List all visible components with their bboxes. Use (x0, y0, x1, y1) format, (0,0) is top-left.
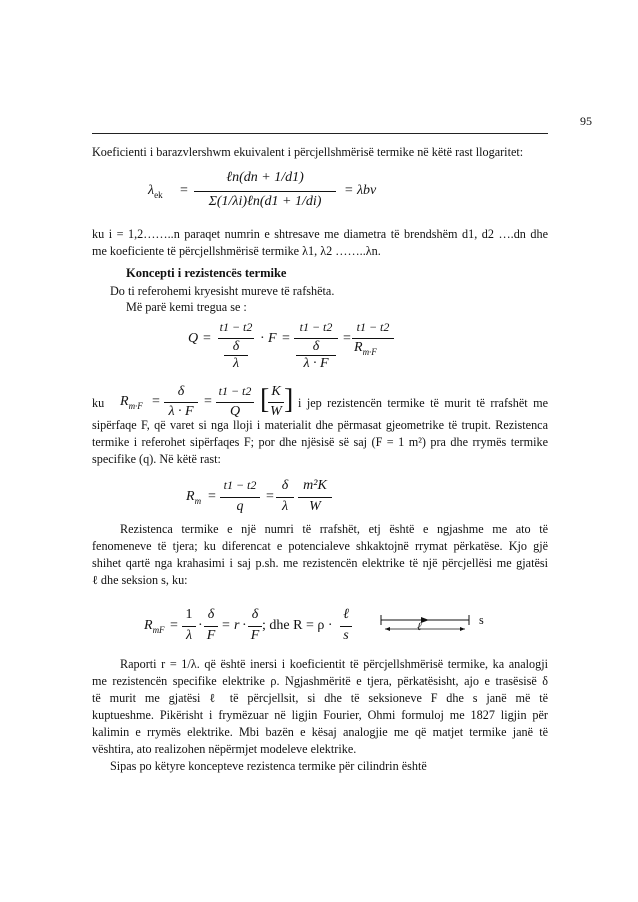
conductor-section-label: s (479, 613, 484, 627)
ku-K: K (271, 384, 281, 399)
text-line: kuptueshme. Pikërisht i frymëzuar në ligjin Fourier, Ohmi formuloj me 1827 ligjin për (92, 708, 548, 722)
text-line: kalimin e rrymës elektrike. Mbi bazën e kësaj analogjie me që matjet termike janë të (92, 725, 548, 739)
eq3-lhs: R (186, 489, 195, 504)
paragraph-resistance (92, 417, 548, 468)
ku-W: W (270, 404, 282, 419)
text-line: Do ti referohemi kryesisht mureve të rafshëta. (110, 284, 335, 298)
conductor-length-label: ℓ (417, 621, 422, 633)
ku-prefix: ku (92, 396, 105, 410)
ku-R-sub: m·F (128, 400, 143, 411)
text-line: sipërfaqe F, që varet si nga lloji i materialit dhe përmasat gjeometrike të trupit. Rezistenca (92, 418, 548, 432)
text-line: Raporti r = 1/λ. që është inersi i koeficientit të përcjellshmërisë termike, ka analogji (120, 657, 548, 671)
eq4-delta1: δ (207, 607, 215, 622)
ku-t: t1 − t2 (218, 384, 252, 398)
eq2-lambdaF: λ · F (303, 356, 329, 371)
text-line: ku i = 1,2……..n paraqet numrin e shtresave me diametra të brendshëm d1, d2 ….dn dhe (92, 227, 548, 241)
text-line: Rezistenca termike e një numri të rrafshët, etj është e ngjashme me ato të (120, 522, 548, 536)
header-rule (92, 133, 548, 134)
eq2-delta2: δ (312, 339, 320, 354)
conductor-drawing (375, 612, 495, 638)
eq3-lambda: λ (281, 499, 289, 514)
paragraph-analogy (92, 521, 548, 589)
eq2-delta1: δ (232, 339, 240, 354)
eq1-lhs-sub: ek (154, 189, 163, 200)
ku-Q: Q (229, 404, 241, 419)
conductor-diagram (375, 612, 495, 638)
eq4-lhs-sub: mF (152, 624, 165, 635)
section-heading: Koncepti i rezistencës termike (126, 266, 287, 280)
equation-heat-flow-part3 (350, 318, 410, 358)
text-line: me rezistencën specifike elektrike ρ. Ngjashmëritë e tjera, përkatësisht, ajo e trasësisë δ (92, 674, 548, 688)
eq4-one: 1 (185, 607, 193, 622)
eq1-denominator: Σ(1/λi)ℓn(d1 + 1/di) (208, 194, 322, 209)
eq3-lhs-sub: m (194, 495, 202, 506)
text-line: të murit me gjatësi ℓ të përcjellsit, si dhe të seksioneve F dhe s janë më të (92, 691, 548, 705)
eq2-num1: t1 − t2 (219, 320, 253, 334)
eq4-s: s (343, 628, 349, 643)
eq2-num2: t1 − t2 (299, 320, 333, 334)
equation-specific-resistance: $R_m$ = t1 − t2 q = δ λ m²K W (186, 478, 336, 522)
eq2-lambda1: λ (232, 356, 240, 371)
eq2-R: R (354, 340, 363, 355)
ku-delta: δ (177, 384, 185, 399)
equation-heat-flow: Q = t1 − t2 δ λ · F = t1 − t2 δ λ · F = (188, 320, 351, 371)
text-line: ℓ dhe seksion s, ku: (92, 573, 188, 587)
equation-resistance-definition: $R_{m\cdot F}$ = δ λ · F = t1 − t2 Q [ (120, 384, 270, 419)
eq1-rhs: = λbv (344, 183, 377, 198)
eq2-R-sub: m·F (362, 346, 377, 357)
eq2-num3: t1 − t2 (356, 320, 390, 334)
ku-lambdaF: λ · F (168, 404, 194, 419)
eq4-dhe: ; dhe R = ρ · (262, 618, 333, 633)
eq2-lhs: Q (188, 331, 199, 346)
units-bracket: K W ] (268, 384, 292, 424)
intro-line: Koeficienti i barazvlershwm ekuivalent i përcjellshmërisë termike në këtë rast llogaritet: (92, 145, 524, 159)
eq4-F1: F (206, 628, 216, 643)
page-number: 95 (580, 114, 592, 128)
paragraph-ratio (92, 656, 548, 758)
eq4-ell: ℓ (343, 607, 349, 622)
text-line: fenomeneve të tjera; ku diferencat e potencialeve shkaktojnë rrymat përkatëse. Kjo gjë (92, 539, 548, 553)
eq4-lambda: λ (185, 628, 193, 643)
eq3-units-num: m²K (303, 478, 327, 493)
equation-electric-analogy: $R_{mF}$ = 1 λ · δ F = r · δ F ; dhe R = ρ · ℓ s (144, 607, 344, 651)
eq4-lhs: R (144, 618, 153, 633)
text-line: Sipas po këtyre koncepteve rezistenca termike për cilindrin është (110, 759, 427, 773)
eq4-F2: F (250, 628, 260, 643)
eq3-t: t1 − t2 (223, 478, 257, 492)
text-line: Më parë kemi tregua se : (126, 300, 247, 314)
eq3-q: q (236, 499, 244, 514)
eq3-units-den: W (309, 499, 321, 514)
eq4-r: r (234, 618, 240, 633)
eq1-numerator: ℓn(dn + 1/d1) (226, 170, 304, 185)
eq2-F: F (268, 331, 277, 346)
eq1-lhs: λ (148, 183, 155, 198)
text-line: vështira, ato realizohen nëpërmjet modeleve elektrike. (92, 742, 357, 756)
eq3-delta: δ (281, 478, 289, 493)
text-line: specifike (q). Në këtë rast: (92, 452, 221, 466)
text-line: termike i referohet sipërfaqes F; por dhe njësisë së saj (F = 1 m²) pra dhe rrymës termike (92, 435, 548, 449)
equation-equivalent-conductivity: $\lambda_{ek}$ = ℓn(dn + 1/d1) Σ(1/λi)ℓn(d1 + 1/di) = λbv (148, 170, 377, 209)
ku-text: i jep rezistencën termike të murit të rrafshët me (298, 396, 548, 410)
paragraph-indices (92, 226, 548, 260)
text-line: shihet qartë nga krahasimi i saj p.sh. me rezistencën elektrike të një përcjellësi me gjatësi (92, 556, 548, 570)
eq4-delta2: δ (251, 607, 259, 622)
text-line: me koeficiente të përcjellshmërisë termike λ1, λ2 ……..λn. (92, 244, 381, 258)
